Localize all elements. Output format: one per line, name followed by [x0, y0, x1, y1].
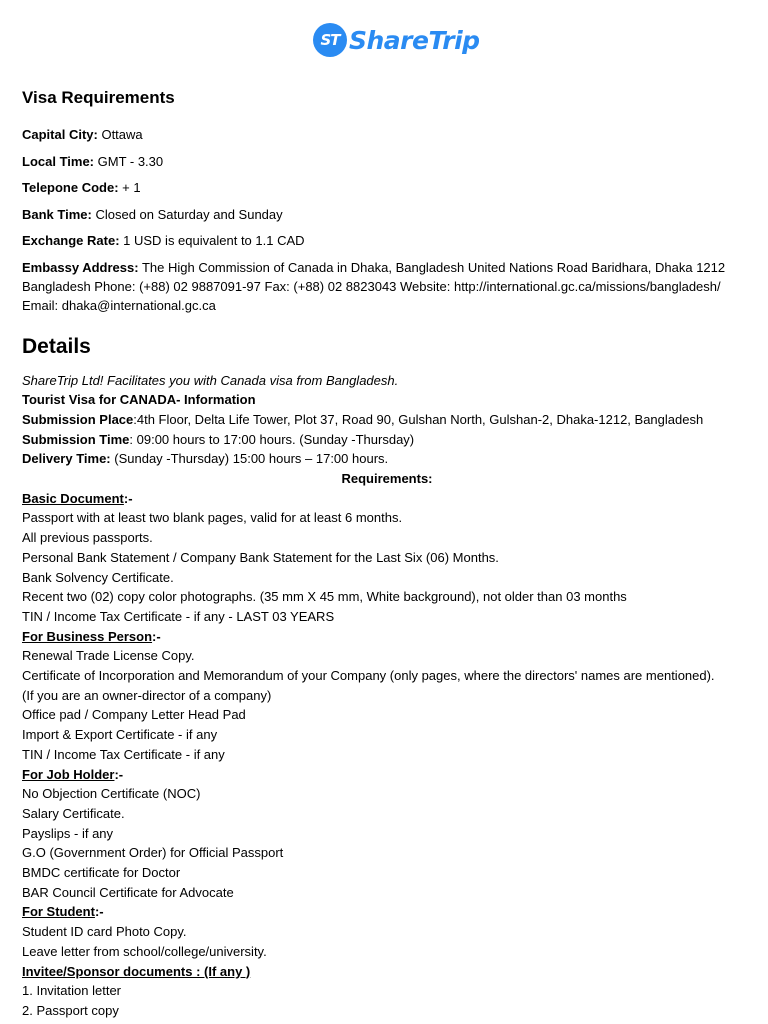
document-body	[22, 86, 752, 1021]
exchange-rate-row	[22, 231, 752, 250]
row-value: :4th Floor, Delta Life Tower, Plot 37, Road 90, Gulshan North, Gulshan-2, Dhaka-1212, Bangladesh	[133, 411, 704, 427]
list-item: Certificate of Incorporation and Memorandum of your Company (only pages, where the directors' names are mentioned).	[22, 668, 715, 684]
row-label: Submission Place	[22, 411, 134, 427]
list-item: Recent two (02) copy color photographs. (35 mm X 45 mm, White background), not older than 03 months	[22, 589, 627, 605]
logo-badge-icon: ST	[313, 23, 347, 57]
logo-wordmark: ShareTrip	[349, 25, 480, 55]
list-item: BMDC certificate for Doctor	[22, 865, 181, 881]
intro-text: ShareTrip Ltd! Facilitates you with Canada visa from Bangladesh.	[22, 372, 399, 388]
sharetrip-logo	[313, 20, 480, 60]
list-item: Office pad / Company Letter Head Pad	[22, 707, 246, 723]
list-item: No Objection Certificate (NOC)	[22, 786, 201, 802]
submission-place-row	[22, 410, 752, 430]
job-holder-heading: For Job Holder:-	[22, 766, 124, 782]
submission-time-row	[22, 430, 752, 450]
capital-city-row	[22, 125, 752, 144]
list-item: TIN / Income Tax Certificate - if any - LAST 03 YEARS	[22, 608, 335, 624]
list-item: Passport with at least two blank pages, valid for at least 6 months.	[22, 510, 403, 526]
list-item: TIN / Income Tax Certificate - if any	[22, 746, 225, 762]
list-item: Bank Solvency Certificate.	[22, 569, 174, 585]
bank-time-row	[22, 205, 752, 224]
telephone-code-row	[22, 178, 752, 197]
list-item: BAR Council Certificate for Advocate	[22, 884, 234, 900]
row-value: (Sunday -Thursday) 15:00 hours – 17:00 hours.	[110, 451, 389, 467]
student-heading: For Student:-	[22, 904, 104, 920]
list-item: Salary Certificate.	[22, 805, 125, 821]
embassy-address-row	[22, 258, 752, 315]
row-label: Submission Time	[22, 431, 130, 447]
row-value: GMT - 3.30	[94, 153, 164, 169]
list-item: 1. Invitation letter	[22, 983, 121, 999]
local-time-row	[22, 152, 752, 171]
row-value: 1 USD is equivalent to 1.1 CAD	[119, 233, 305, 248]
list-item: Renewal Trade License Copy.	[22, 648, 195, 664]
row-value: Closed on Saturday and Sunday	[91, 206, 283, 222]
row-label: Telepone Code:	[22, 180, 119, 195]
list-item: (If you are an owner-director of a company)	[22, 687, 272, 703]
list-item: 2. Passport copy	[22, 1003, 119, 1018]
business-person-heading: For Business Person:-	[22, 628, 161, 644]
delivery-time-row	[22, 449, 752, 469]
row-value: : 09:00 hours to 17:00 hours. (Sunday -Thursday)	[129, 431, 415, 447]
list-item: Leave letter from school/college/university.	[22, 943, 267, 959]
row-label: Capital City:	[22, 127, 98, 142]
list-item: G.O (Government Order) for Official Passport	[22, 845, 284, 861]
row-label: Local Time:	[22, 153, 95, 169]
list-item: Student ID card Photo Copy.	[22, 924, 187, 940]
basic-document-heading: Basic Document:-	[22, 490, 133, 506]
row-label: Embassy Address:	[22, 259, 139, 275]
list-item: All previous passports.	[22, 530, 153, 546]
requirements-heading: Requirements:	[341, 471, 433, 487]
row-label: Delivery Time:	[22, 451, 111, 467]
details-title: Details	[22, 334, 91, 358]
row-label: Bank Time:	[22, 206, 92, 222]
row-value: Ottawa	[97, 127, 143, 142]
row-label: Exchange Rate:	[22, 233, 120, 248]
row-value: The High Commission of Canada in Dhaka, Bangladesh United Nations Road Baridhara, Dhaka 1212 Bangladesh Phone: (+88) 02 9887091-97 Fax: (+88) 02 8823043 Website: http://international.gc.ca/missions/bangladesh/ Email: dhaka@international.gc.ca	[22, 259, 726, 313]
invitee-sponsor-heading: Invitee/Sponsor documents : (If any )	[22, 963, 251, 979]
tourist-visa-heading: Tourist Visa for CANADA- Information	[22, 392, 256, 408]
list-item: Personal Bank Statement / Company Bank Statement for the Last Six (06) Months.	[22, 549, 499, 565]
list-item: Import & Export Certificate - if any	[22, 727, 218, 743]
row-value: + 1	[118, 180, 141, 195]
list-item: Payslips - if any	[22, 825, 114, 841]
visa-requirements-title: Visa Requirements	[22, 88, 175, 107]
